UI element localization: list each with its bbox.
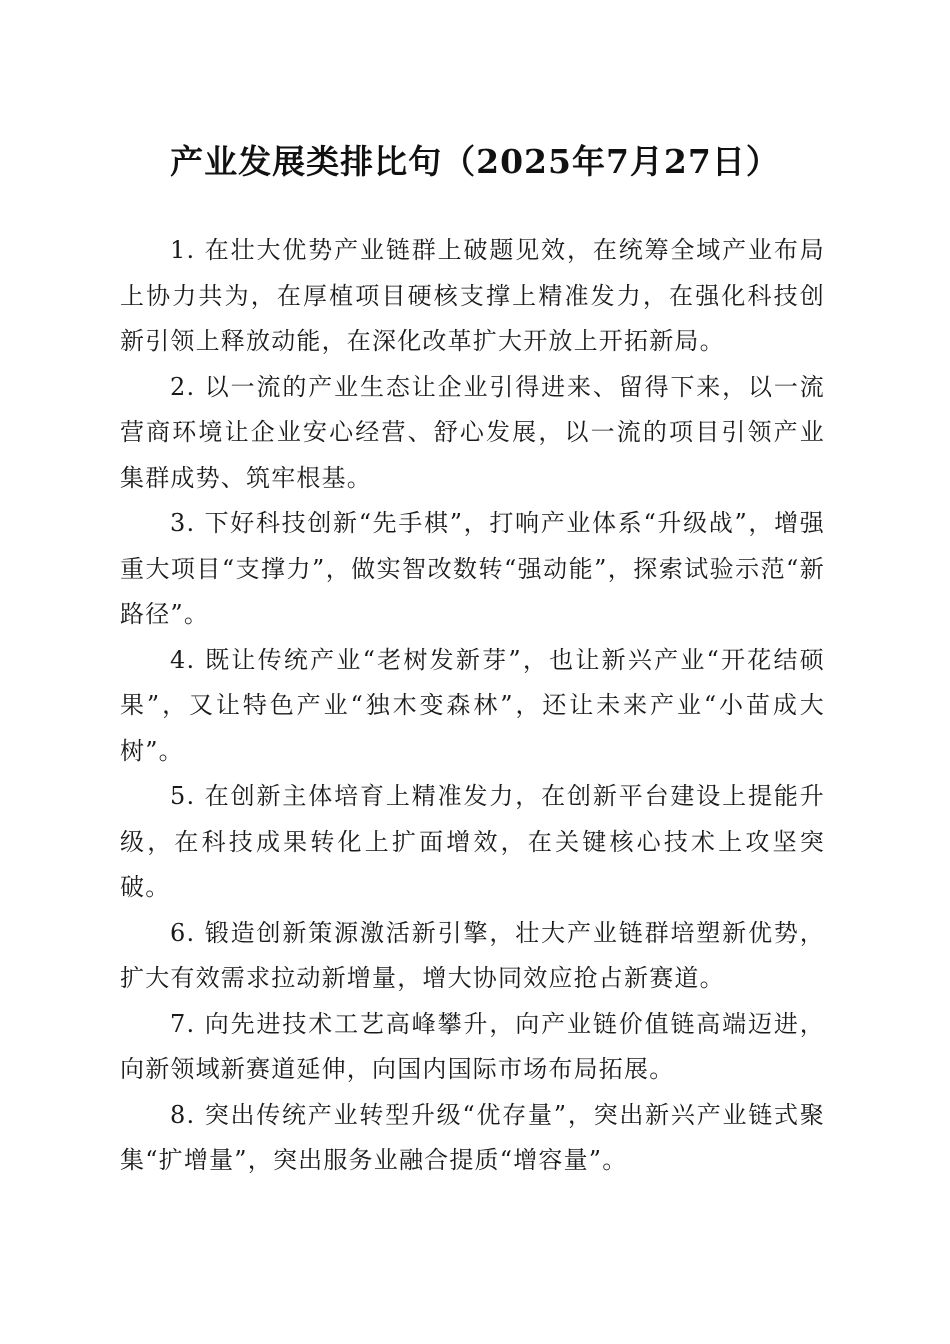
paragraph-1: 1. 在壮大优势产业链群上破题见效，在统筹全域产业布局上协力共为，在厚植项目硬核支撑上精准发力，在强化科技创新引领上释放动能，在深化改革扩大开放上开拓新局。: [120, 236, 825, 355]
paragraph-7: 7. 向先进技术工艺高峰攀升，向产业链价值链高端迈进，向新领域新赛道延伸，向国内国际市场布局拓展。: [120, 1009, 825, 1083]
document-body: [120, 228, 825, 1184]
paragraph-6: 6. 锻造创新策源激活新引擎，壮大产业链群培塑新优势，扩大有效需求拉动新增量，增大协同效应抢占新赛道。: [120, 918, 825, 992]
document-title: 产业发展类排比句（2025年7月27日）: [170, 142, 780, 181]
paragraph-2: 2. 以一流的产业生态让企业引得进来、留得下来，以一流营商环境让企业安心经营、舒心发展，以一流的项目引领产业集群成势、筑牢根基。: [120, 372, 825, 492]
paragraph-5: 5. 在创新主体培育上精准发力，在创新平台建设上提能升级，在科技成果转化上扩面增效，在关键核心技术上攻坚突破。: [120, 782, 825, 901]
paragraph-8: 8. 突出传统产业转型升级“优存量”，突出新兴产业链式聚集“扩增量”，突出服务业融合提质“增容量”。: [120, 1100, 825, 1174]
paragraph-3: 3. 下好科技创新“先手棋”，打响产业体系“升级战”，增强重大项目“支撑力”，做实智改数转“强动能”，探索试验示范“新路径”。: [120, 509, 825, 628]
paragraph-4: 4. 既让传统产业“老树发新芽”，也让新兴产业“开花结硕果”，又让特色产业“独木变森林”，还让未来产业“小苗成大树”。: [120, 645, 825, 765]
